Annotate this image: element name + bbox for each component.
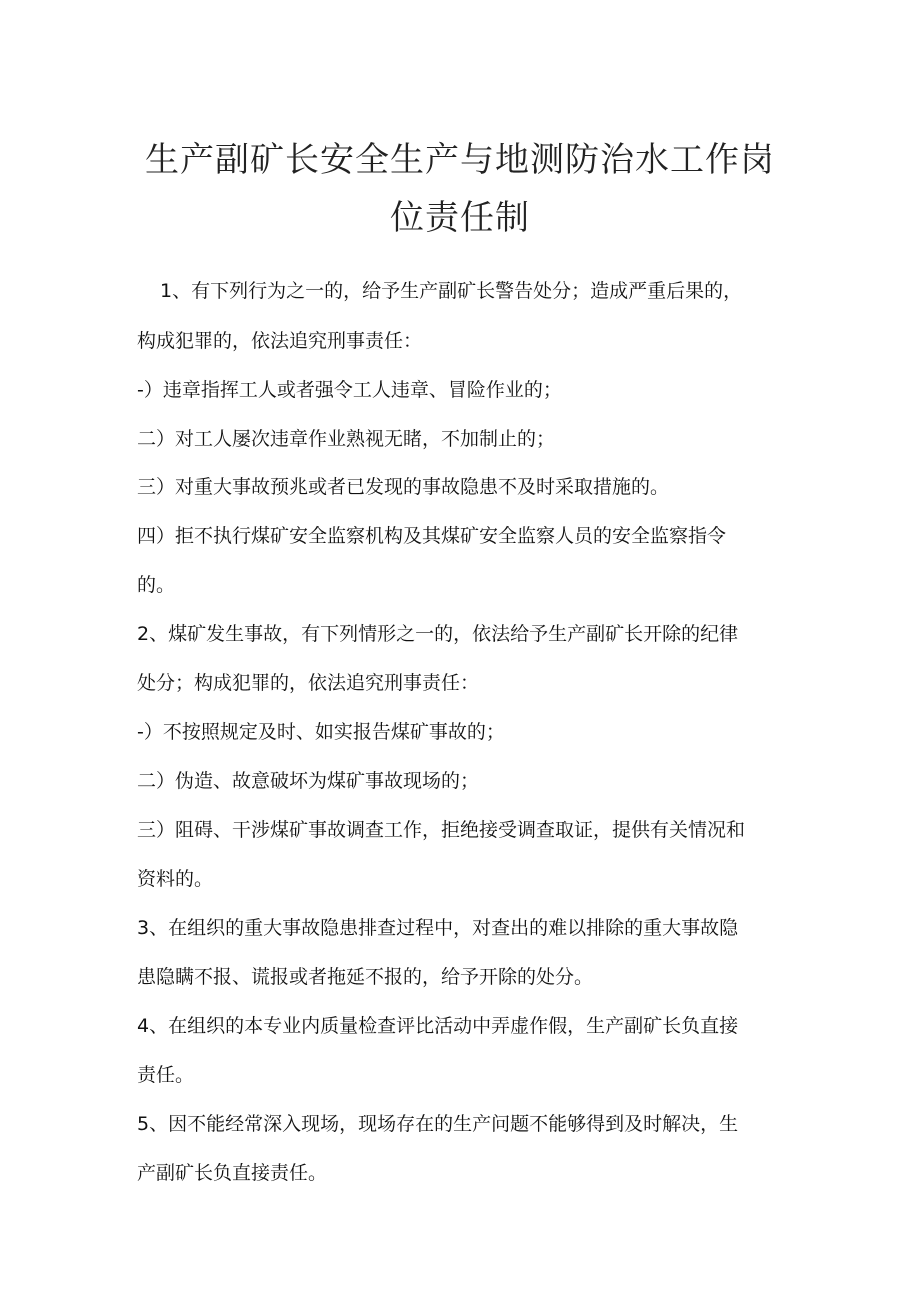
body-line: 产副矿长负直接责任。 [137, 1162, 328, 1184]
body-line: 处分；构成犯罪的，依法追究刑事责任： [137, 672, 480, 694]
body-line: 5、因不能经常深入现场，现场存在的生产问题不能够得到及时解决，生 [137, 1113, 739, 1135]
body-line: 患隐瞒不报、谎报或者拖延不报的，给予开除的处分。 [137, 966, 594, 988]
body-line: 的。 [137, 574, 176, 596]
body-line: 二）对工人屡次违章作业熟视无睹，不加制止的； [137, 428, 556, 450]
body-line: 2、煤矿发生事故，有下列情形之一的，依法给予生产副矿长开除的纪律 [137, 623, 739, 645]
body-line: 三）对重大事故预兆或者已发现的事故隐患不及时采取措施的。 [137, 476, 670, 498]
body-line: 三）阻碍、干涉煤矿事故调查工作，拒绝接受调查取证，提供有关情况和 [137, 819, 746, 841]
body-line: 资料的。 [137, 868, 214, 890]
document-title-line-1: 生产副矿长安全生产与地测防治水工作岗 [145, 140, 775, 180]
body-line: 构成犯罪的，依法追究刑事责任： [137, 330, 423, 352]
body-line: 责任。 [137, 1064, 195, 1086]
body-line: 四）拒不执行煤矿安全监察机构及其煤矿安全监察人员的安全监察指令 [137, 525, 727, 547]
document-title-line-2: 位责任制 [390, 198, 530, 238]
body-line: 3、在组织的重大事故隐患排查过程中，对查出的难以排除的重大事故隐 [137, 917, 739, 939]
body-line: 1、有下列行为之一的，给予生产副矿长警告处分；造成严重后果的， [160, 280, 743, 302]
body-line: -）不按照规定及时、如实报告煤矿事故的； [137, 721, 505, 743]
body-line: -）违章指挥工人或者强令工人违章、冒险作业的； [137, 379, 562, 401]
body-line: 4、在组织的本专业内质量检查评比活动中弄虚作假，生产副矿长负直接 [137, 1015, 739, 1037]
body-line: 二）伪造、故意破坏为煤矿事故现场的； [137, 770, 480, 792]
